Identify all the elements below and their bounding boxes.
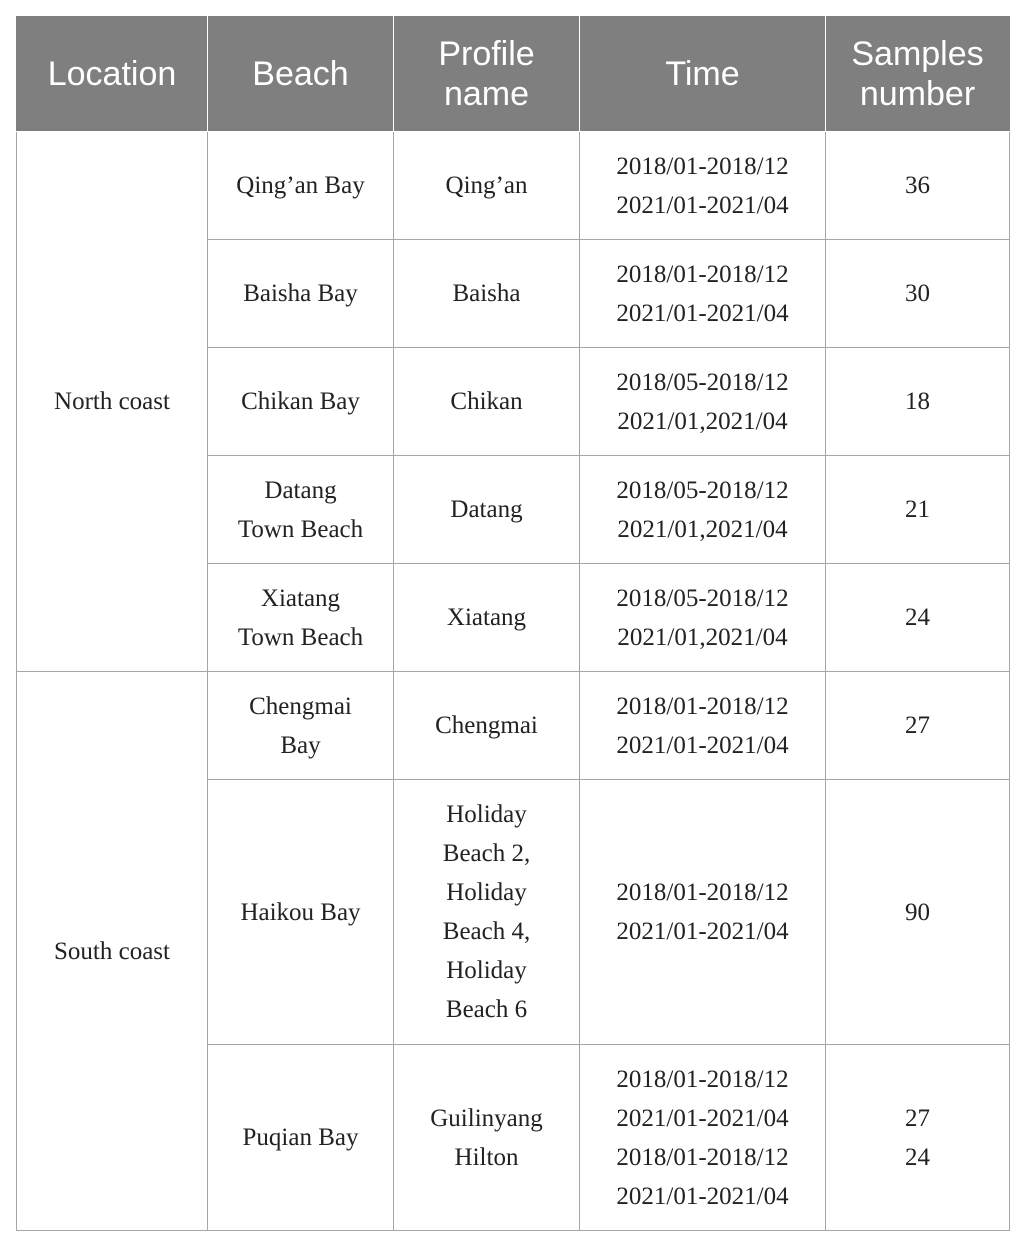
beach-cell: Qing’an Bay [208,132,394,240]
profile-cell: Holiday Beach 2, Holiday Beach 4, Holiday Beach 6 [394,780,580,1045]
samples-cell: 27 [826,672,1010,780]
profile-cell: Datang [394,456,580,564]
group-cell-north: North coast [17,132,208,672]
group-cell-south: South coast [17,672,208,1231]
samples-cell: 90 [826,780,1010,1045]
table-row [17,132,1010,240]
beach-cell: Puqian Bay [208,1045,394,1231]
header-row [17,17,1010,132]
time-cell: 2018/05-2018/12 2021/01,2021/04 [580,456,826,564]
beach-cell: Datang Town Beach [208,456,394,564]
header-location: Location [17,17,208,132]
header-samples-number: Samples number [826,17,1010,132]
beach-cell: Xiatang Town Beach [208,564,394,672]
profile-cell: Qing’an [394,132,580,240]
samples-cell: 30 [826,240,1010,348]
beach-cell: Baisha Bay [208,240,394,348]
beach-cell: Haikou Bay [208,780,394,1045]
time-cell: 2018/01-2018/12 2021/01-2021/04 [580,132,826,240]
samples-cell: 18 [826,348,1010,456]
profile-cell: Chengmai [394,672,580,780]
samples-cell: 27 24 [826,1045,1010,1231]
samples-cell: 21 [826,456,1010,564]
data-table [16,16,1010,1231]
table-row [17,672,1010,780]
header-time: Time [580,17,826,132]
header-profile-name: Profile name [394,17,580,132]
table-header [17,17,1010,132]
time-cell: 2018/05-2018/12 2021/01,2021/04 [580,348,826,456]
samples-cell: 36 [826,132,1010,240]
samples-cell: 24 [826,564,1010,672]
profile-cell: Guilinyang Hilton [394,1045,580,1231]
profile-cell: Chikan [394,348,580,456]
time-cell: 2018/01-2018/12 2021/01-2021/04 [580,672,826,780]
time-cell: 2018/01-2018/12 2021/01-2021/04 2018/01-2018/12 2021/01-2021/04 [580,1045,826,1231]
table-body [17,132,1010,1231]
profile-cell: Baisha [394,240,580,348]
beach-cell: Chikan Bay [208,348,394,456]
time-cell: 2018/01-2018/12 2021/01-2021/04 [580,780,826,1045]
header-beach: Beach [208,17,394,132]
time-cell: 2018/01-2018/12 2021/01-2021/04 [580,240,826,348]
profile-cell: Xiatang [394,564,580,672]
beach-cell: Chengmai Bay [208,672,394,780]
time-cell: 2018/05-2018/12 2021/01,2021/04 [580,564,826,672]
